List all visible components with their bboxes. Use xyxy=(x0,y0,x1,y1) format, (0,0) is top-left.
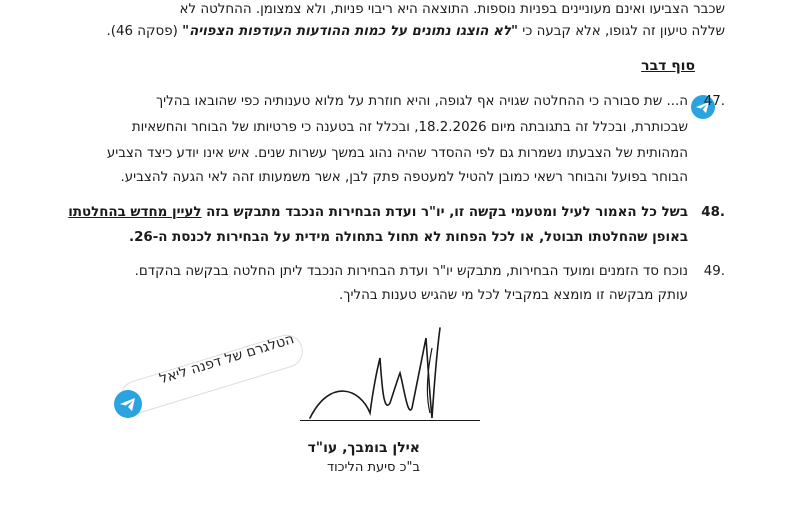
para-48-line-1 xyxy=(68,203,688,223)
signature-line xyxy=(300,420,480,421)
section-heading: סוף דבר xyxy=(641,58,695,74)
signer-title: ב"כ סיעת הליכוד xyxy=(327,460,420,475)
para-47-number: 47. xyxy=(703,94,725,109)
para-47-line-3: המהותית של הצבעתו נשמרות גם לפי ההסדר שהיה נהוג במשך עשרות שנים. איש אינו יודע כיצד הצביע xyxy=(106,146,688,161)
para-48-number: 48. xyxy=(701,205,725,220)
para-48-line-2: באופן שהחלטתו תבוטל, או לכל הפחות לא תחול בתחולה מידית על הבחירות לכנסת ה-26. xyxy=(128,230,688,245)
watermark-text: הטלגרם של דפנה ליאל xyxy=(157,331,297,388)
top-quote: "לא הוצגו נתונים על כמות ההודעות העודפות הצפויה" xyxy=(182,24,518,39)
telegram-icon xyxy=(114,390,142,418)
para-47-line-2: שבכותרת, ובכלל זה בתגובתה מיום 18.2.2026, ובכלל זה בטענה כי פרטיותו של הבוחר והחשאיות xyxy=(131,120,688,135)
para-48-underlined: לעיין מחדש בהחלטתו xyxy=(68,205,202,220)
top-line-2-text: שללה טיעון זה לגופו, אלא קבעה כי xyxy=(522,24,725,39)
top-ref: (פסקה 46). xyxy=(106,24,178,39)
top-line-1: שכבר הצביעו ואינם מעוניינים בפניות נוספות. התוצאה היא ריבוי פניות, ולא צמצומן. ההחלטה לא xyxy=(179,2,725,17)
para-47-line-4: הבוחר בפועל והבוחר רשאי כמובן להטיל למעטפה פתק לבן, אשר משמעותו זהה לאי הגעה להצביע. xyxy=(120,170,688,185)
top-line-2 xyxy=(65,22,725,42)
signer-name: אילן בומבך, עו"ד xyxy=(307,440,420,456)
para-49-line-2: עותק מבקשה זו מומצא במקביל לכל מי שהגיש טענות בהליך. xyxy=(339,288,688,303)
para-47-line-1: ה... שת סבורה כי ההחלטה שגויה אף לגופה, והיא חוזרת על מלוא טענותיה כפי שהובאו בהליך xyxy=(155,94,688,109)
para-49-line-1: נוכח סד הזמנים ומועד הבחירות, מתבקש יו"ר ועדת הבחירות הנכבד ליתן החלטה בבקשה בהקדם. xyxy=(134,264,688,279)
para-49-number: 49. xyxy=(703,264,725,279)
signature xyxy=(300,318,500,428)
para-48-line-1-text: בשל כל האמור לעיל ומטעמי בקשה זו, יו"ר ועדת הבחירות הנכבד מתבקש בזה xyxy=(201,205,688,220)
